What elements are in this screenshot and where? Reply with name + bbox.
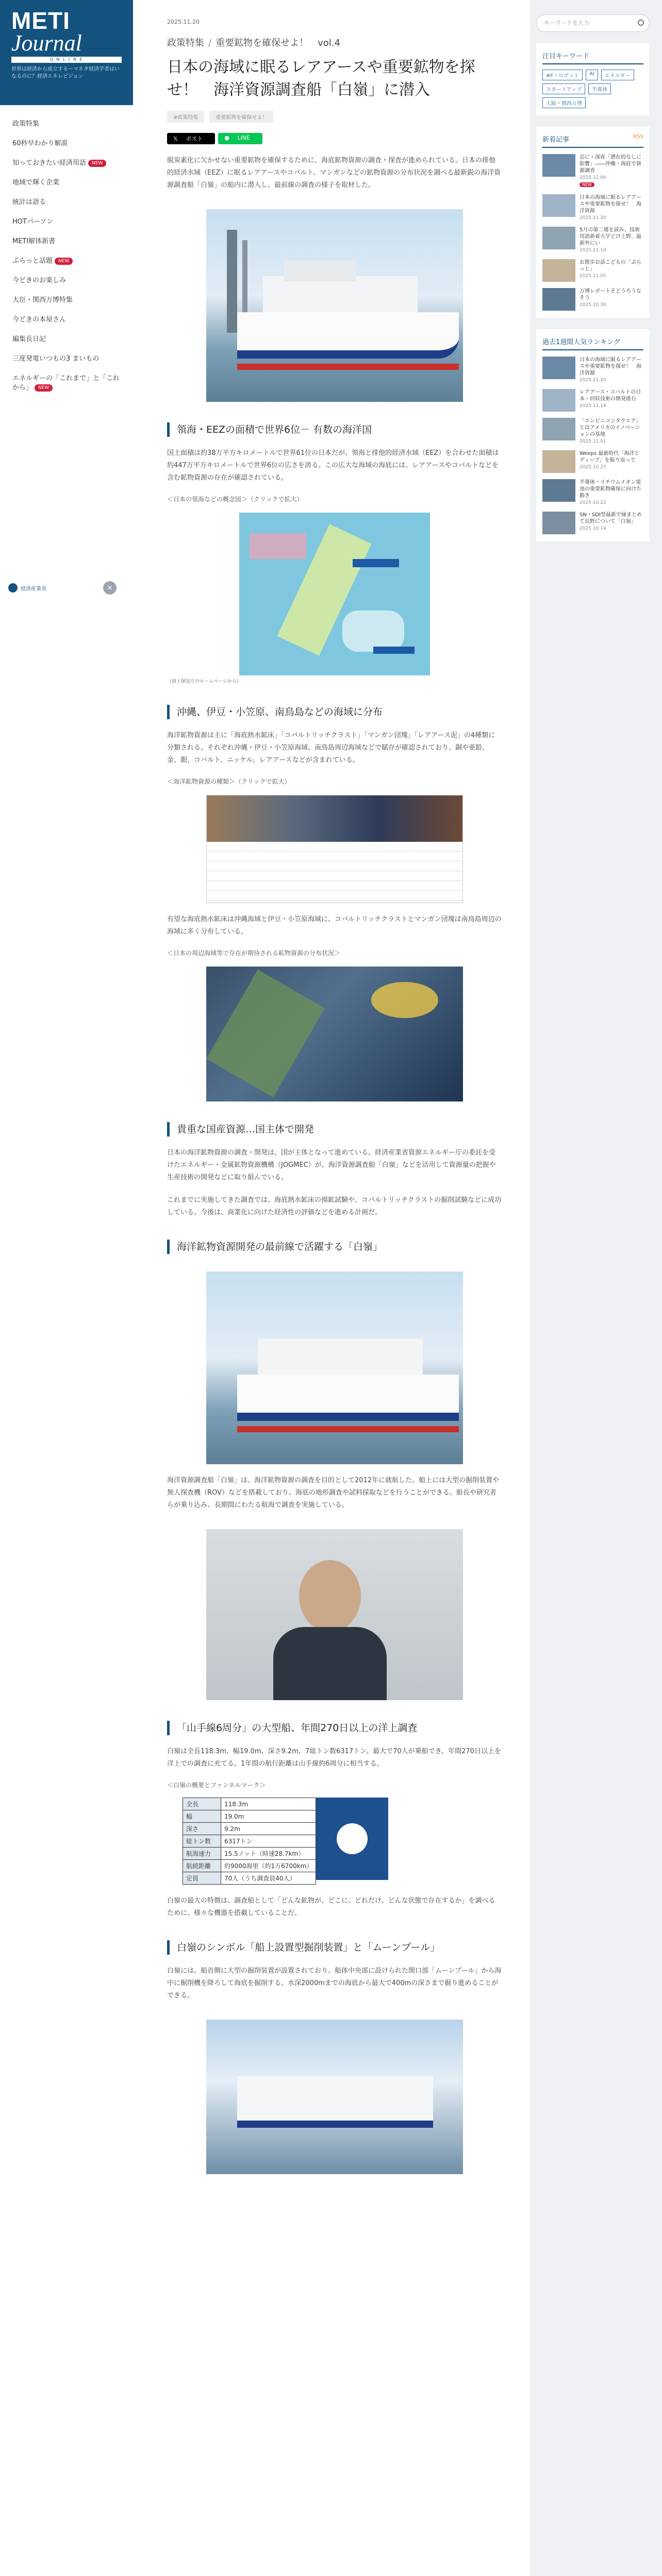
- article-link-text: [580, 512, 643, 534]
- article-thumbnail: [542, 512, 575, 534]
- new-badge: NEW: [580, 182, 594, 187]
- spec-value: 9.2m: [221, 1823, 316, 1835]
- nav-item-label: 政策特集: [12, 120, 40, 128]
- section-text-2: 白嶺の最大の特徴は、調査船として「どんな鉱物が、どこに、どれだけ、どんな状態で存在するか」を調べるために、様々な機器を搭載していることだ。: [167, 1897, 495, 1917]
- spec-label: 全長: [183, 1798, 221, 1810]
- main-nav: [0, 105, 133, 417]
- nav-item[interactable]: [12, 276, 121, 285]
- article-link-date: 2025.11.10: [580, 248, 606, 253]
- article-link-date: 2025.11.20: [580, 378, 606, 383]
- close-menu-button[interactable]: ×: [103, 581, 117, 595]
- nav-item-label: 編集長日記: [12, 335, 46, 343]
- spec-row: [183, 1848, 316, 1860]
- nav-item[interactable]: [12, 335, 121, 344]
- latest-title: 新着記事 RSS: [542, 134, 643, 148]
- keywords-box: [536, 43, 650, 115]
- article-link-date: 2025.11.14: [580, 403, 606, 409]
- article-link-title: 忍に・深夜「潜在的なしに影響」――沖縄・海底で資源調査: [580, 155, 641, 174]
- keyword-list: [542, 70, 643, 108]
- nav-item[interactable]: [12, 178, 121, 188]
- nav-item-label: 知っておきたい経済用語: [12, 159, 87, 167]
- hero-ship-photo[interactable]: [206, 209, 463, 402]
- article-link-text: [580, 227, 643, 253]
- interview-photo[interactable]: [206, 1529, 463, 1700]
- left-sidebar: [0, 0, 133, 2576]
- spec-row: [183, 1872, 316, 1885]
- article-link-title: 「エンビニコンタクエア」とはアメリカのイノベーションの基地: [580, 418, 641, 437]
- article-link-date: 2025.11.05: [580, 274, 606, 279]
- spec-label: 幅: [183, 1810, 221, 1823]
- spec-label: 定員: [183, 1872, 221, 1885]
- nav-item[interactable]: [12, 237, 121, 246]
- keyword-tag[interactable]: #F・ロボット: [542, 70, 583, 80]
- nav-item[interactable]: [12, 217, 121, 227]
- article-link[interactable]: [542, 357, 643, 383]
- spec-label: 深さ: [183, 1823, 221, 1835]
- search-input[interactable]: [536, 14, 650, 32]
- article-link-text: [580, 389, 643, 412]
- article-link-text: [580, 418, 643, 444]
- new-badge: NEW: [35, 384, 53, 392]
- section-heading: 「山手線6周分」の大型船、年間270日以上の洋上調査: [167, 1721, 502, 1735]
- share-line-button[interactable]: ● LINE: [218, 133, 262, 144]
- keyword-tag[interactable]: エネルギー: [601, 70, 634, 80]
- nav-item-label: METI解体新書: [12, 238, 56, 245]
- tag-list: [167, 111, 502, 123]
- section-heading: 白嶺のシンボル「船上設置型掘削装置」と「ムーンプール」: [167, 1940, 502, 1955]
- article-link-date: 2025.10.27: [580, 465, 606, 470]
- article-link-title: 日本の海域に眠るレアアースや重要鉱物を探せ！ 海洋資源: [580, 195, 641, 214]
- resource-distribution-map[interactable]: [206, 967, 463, 1101]
- article-main: [133, 0, 530, 2576]
- figure-caption: ＜海洋鉱物資源の種類＞（クリックで拡大）: [167, 778, 291, 785]
- popular-box: [536, 329, 650, 541]
- share-x-button[interactable]: 𝕏 ポスト: [167, 133, 215, 144]
- keyword-tag[interactable]: 大阪・関西万博: [542, 97, 586, 108]
- breadcrumb-item[interactable]: 政策特集: [167, 38, 204, 48]
- nav-item-label: 地域で輝く企業: [12, 179, 60, 187]
- keyword-tag[interactable]: 半導体: [588, 83, 611, 94]
- nav-item-label: 統計は語る: [12, 198, 46, 206]
- meti-footer: [8, 581, 117, 595]
- share-line-label: LINE: [237, 134, 251, 141]
- article-thumbnail: [542, 389, 575, 412]
- logo-bar: O N L I N E: [11, 57, 122, 63]
- keyword-tag[interactable]: スタートアップ: [542, 83, 585, 94]
- article-link-date: 2025.10.14: [580, 526, 606, 531]
- nav-item-label: ぷらっと話題: [12, 257, 53, 265]
- article-thumbnail: [542, 479, 575, 502]
- nav-item-label: HOTパーソン: [12, 218, 54, 226]
- rss-link[interactable]: RSS: [633, 134, 643, 140]
- nav-item[interactable]: [12, 315, 121, 325]
- spec-value: 6317トン: [221, 1835, 316, 1848]
- section-text: 国土面積は約38万平方キロメートルで世界61位の日本だが、領海と排他的経済水域（EEZ）を合わせた面積は約447万平方キロメートルで世界6位の広さを誇る。この広大な海域の海底には、レアアースやコバルトなどを含む鉱物資源の存在が確認されている。: [167, 449, 499, 482]
- article-link-title: 半導体・リチウムイオン電池の重要鉱物確保に向けた動き: [580, 480, 641, 499]
- breadcrumb: 政策特集 / 重要鉱物を確保せよ！ vol.4: [167, 38, 340, 48]
- article-title: 日本の海域に眠るレアアースや重要鉱物を探せ！ 海洋資源調査船「白嶺」に潜入: [167, 58, 475, 99]
- spec-value: 約9000海里（約1万6700km）: [221, 1860, 316, 1872]
- new-badge: NEW: [88, 160, 106, 167]
- section-heading: 領海・EEZの面積で世界6位－ 有数の海洋国: [167, 422, 502, 437]
- article-link-title: レアアース・コバルトの日本・回収技術の開発進む: [580, 389, 641, 402]
- article-link-date: 2025.12.06: [580, 175, 606, 180]
- section-text: 白嶺は全長118.3m、幅19.0m、深さ9.2m、7総トン数6317トン。最大で70人が乗船でき、年間270日以上を洋上での調査に充てる。1年間の航行距離は山手線約6周分に相当する。: [167, 1748, 501, 1768]
- search-icon[interactable]: [638, 20, 644, 26]
- article-link-date: 2025.10.22: [580, 500, 606, 505]
- intro-text: 脱炭素化に欠かせない重要鉱物を確保するために、海底鉱物資源の調査・探査が進められている。日本の排他的経済水域（EEZ）に眠るレアアースやコバルト、マンガンなどの鉱物資源の分布状況を調べる最新鋭の海洋資源調査船「白嶺」の船内に潜入し、最前線の調査の様子を取材した。: [167, 157, 501, 189]
- nav-item[interactable]: [12, 198, 121, 207]
- nav-item-label: 今どきの本屋さん: [12, 316, 67, 324]
- article-link[interactable]: [542, 288, 643, 311]
- section-text: 海洋鉱物資源は主に「海底熱水鉱床」「コバルトリッチクラスト」「マンガン団塊」「レアアース泥」の4種類に分類される。それぞれ沖縄・伊豆・小笠原海域、南鳥島周辺海域などで賦存が確認されており、銅や亜鉛、金、銀、コバルト、ニッケル、レアアースなどが含まれている。: [167, 732, 495, 764]
- eez-map-image[interactable]: [239, 513, 430, 675]
- spec-row: [183, 1860, 316, 1872]
- meti-logo[interactable]: [8, 583, 46, 592]
- nav-item-label: エネルギーの「これまで」と「これから」: [12, 375, 120, 392]
- nav-item[interactable]: [12, 159, 121, 168]
- article-link-title: お散歩お話こどもの「ぷらっと」: [580, 260, 641, 272]
- article-thumbnail: [542, 357, 575, 379]
- site-logo[interactable]: [0, 0, 133, 105]
- article-thumbnail: [542, 450, 575, 473]
- spec-value: 70人（うち調査員40人）: [221, 1872, 316, 1885]
- spec-value: 118.3m: [221, 1798, 316, 1810]
- latest-list: [542, 154, 643, 311]
- nav-item[interactable]: [12, 257, 121, 266]
- share-x-label: ポスト: [186, 135, 203, 142]
- funnel-mark-image[interactable]: [316, 1798, 388, 1880]
- spec-label: 総トン数: [183, 1835, 221, 1848]
- figure-caption-2: ＜日本の周辺海域等で存在が期待される鉱物資源の分布状況＞: [167, 950, 341, 957]
- article-link-title: 万博レポートそどうろうなそう: [580, 289, 641, 301]
- spec-row: [183, 1798, 316, 1810]
- article-thumbnail: [542, 154, 575, 177]
- logo-line1: METI: [11, 7, 70, 34]
- article-link[interactable]: [542, 479, 643, 505]
- spec-row: [183, 1835, 316, 1848]
- article-link-text: [580, 450, 643, 473]
- drilling-rig-photo[interactable]: [206, 2020, 463, 2174]
- section-heading: 沖縄、伊豆・小笠原、南鳥島などの海域に分布: [167, 705, 502, 719]
- breadcrumb-item[interactable]: 重要鉱物を確保せよ！ vol.4: [216, 38, 340, 48]
- map-source: （海上保安庁のホームページから）: [167, 679, 241, 684]
- spec-row: [183, 1810, 316, 1823]
- article-link-text: [580, 259, 643, 282]
- article-link-title: 日本の海域に眠るレアアースや重要鉱物を探せ！ 海洋資源: [580, 357, 641, 376]
- nav-item-label: 60秒早わかり解説: [12, 140, 68, 147]
- popular-title: 過去1週間人気ランキング: [542, 336, 643, 350]
- article-link-text: [580, 154, 643, 188]
- latest-box: [536, 127, 650, 318]
- article-link-title: SN・SDI型最新で縁まとめて長野について「白嶺」: [580, 512, 642, 524]
- nav-item-label: 大臣・関西万博特集: [12, 296, 73, 304]
- right-sidebar: [530, 0, 662, 2576]
- section-text: 海洋資源調査船「白嶺」は、海洋鉱物資源の調査を目的として2012年に就航した。船上には大型の掘削装置や無人探査機（ROV）などを搭載しており、海底の地形調査や試料採取などを行うことができる。船長や研究者らが乗り込み、長期間にわたる航海で調査を実施している。: [167, 1477, 500, 1509]
- tag[interactable]: #政策特集: [167, 111, 204, 123]
- article-link-date: 2025.11.20: [580, 215, 606, 221]
- article-link[interactable]: [542, 227, 643, 253]
- article-link-text: [580, 479, 643, 505]
- nav-item[interactable]: [12, 139, 121, 148]
- article-link-text: [580, 357, 643, 383]
- article-thumbnail: [542, 418, 575, 440]
- ship-photo-2[interactable]: [206, 1272, 463, 1464]
- nav-item-label: 今どきのお楽しみ: [12, 277, 67, 284]
- keywords-title: 注目キーワード: [542, 50, 643, 64]
- article-link-text: [580, 288, 643, 311]
- meti-logo-text: 経済産業省: [21, 586, 46, 592]
- section-text-2: 有望な海底熱水鉱床は沖縄海域と伊豆・小笠原海域に、コバルトリッチクラストとマンガン団塊は南鳥島周辺の海域に多く分布している。: [167, 916, 502, 936]
- spec-label: 航続距離: [183, 1860, 221, 1872]
- spec-value: 15.5ノット（時速28.7km）: [221, 1848, 316, 1860]
- article-link[interactable]: [542, 154, 643, 188]
- spec-row: [183, 1823, 316, 1835]
- spec-label: 航海速力: [183, 1848, 221, 1860]
- keyword-tag[interactable]: AI: [586, 70, 598, 80]
- section-heading: 貴重な国産資源…国主体で開発: [167, 1122, 502, 1137]
- spec-value: 19.0m: [221, 1810, 316, 1823]
- section-text-2: これまでに実施してきた調査では、海底熱水鉱床の揚鉱試験や、コバルトリッチクラストの掘削試験などに成功している。今後は、商業化に向けた経済性の評価などを進める計画だ。: [167, 1196, 502, 1216]
- article-thumbnail: [542, 259, 575, 282]
- specs-figure: [183, 1798, 502, 1885]
- article-link[interactable]: [542, 259, 643, 282]
- article-link-text: [580, 194, 643, 221]
- popular-list: [542, 357, 643, 534]
- share-buttons: [167, 133, 502, 144]
- article-link-title: Weeps 最新時代「海洋とディープ」を振り返って: [580, 451, 640, 463]
- article-thumbnail: [542, 194, 575, 217]
- figure-caption: ＜白嶺の概要とファンネルマーク＞: [167, 1782, 266, 1789]
- article-thumbnail: [542, 227, 575, 249]
- article-link-date: 2025.10.30: [580, 302, 606, 308]
- logo-line2: Journal: [11, 30, 82, 56]
- tag[interactable]: 重要鉱物を確保せよ！: [209, 111, 273, 123]
- search-placeholder: キーワードを入力: [544, 20, 589, 26]
- article-link-date: 2025.11.01: [580, 439, 606, 444]
- logo-tagline: 世界は経済から成立するーマネタ経済学者はいなるのに？経済エネレビジョン: [11, 66, 120, 79]
- article-link[interactable]: [542, 389, 643, 412]
- article-link[interactable]: [542, 194, 643, 221]
- nav-item[interactable]: [12, 374, 121, 393]
- article-link[interactable]: [542, 450, 643, 473]
- article-link-title: 5月の第二週を読み、技術用語新着大学どけ上野、最新外にい: [580, 227, 641, 246]
- article-link[interactable]: [542, 512, 643, 534]
- nav-item-label: 三度発電いつもの3 まいもの: [12, 355, 100, 363]
- section-text: 白嶺には、船首側に大型の掘削装置が設置されており、船体中央部に設けられた開口部「ムーンプール」から海中に掘削機を降ろして海底を掘削する。水深2000mまでの海底から最大で400mの深さまで掘り進めることができる。: [167, 1967, 502, 1999]
- specs-table: [183, 1798, 316, 1885]
- article-thumbnail: [542, 288, 575, 311]
- meti-emblem-icon: [8, 583, 18, 592]
- nav-item[interactable]: [12, 296, 121, 305]
- figure-caption: ＜日本の領海などの概念図＞（クリックで拡大）: [167, 496, 303, 503]
- nav-item[interactable]: [12, 354, 121, 364]
- nav-item[interactable]: [12, 120, 121, 129]
- section-text: 日本の海洋鉱物資源の調査・開発は、国が主体となって進めている。経済産業省資源エネルギー庁の委託を受けたエネルギー・金属鉱物資源機構（JOGMEC）が、海洋資源調査船「白嶺」などを活用して資源量の把握や生産技術の開発などに取り組んでいる。: [167, 1149, 496, 1181]
- section-heading: 海洋鉱物資源開発の最前線で活躍する「白嶺」: [167, 1240, 502, 1254]
- article-date: 2025.11.20: [167, 19, 200, 25]
- new-badge: NEW: [55, 258, 73, 265]
- mineral-types-table-image[interactable]: [206, 795, 463, 903]
- article-link[interactable]: [542, 418, 643, 444]
